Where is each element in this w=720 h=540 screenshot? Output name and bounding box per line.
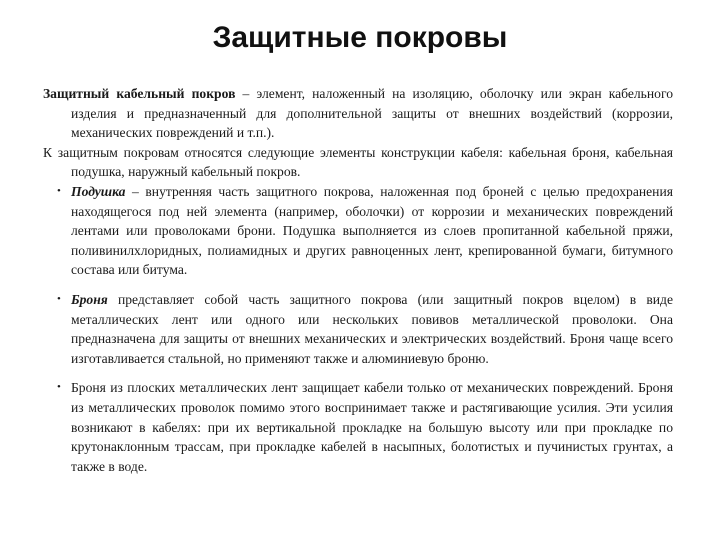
slide-body [43,84,673,476]
elements-paragraph [43,143,673,182]
armor-term: Броня [71,291,108,307]
definition-term: Защитный кабельный покров [43,86,236,101]
bullet-icon: • [57,292,61,305]
bullet-item-armor [43,290,673,368]
bullet-icon: • [57,381,61,394]
elements-text: К защитным покровам относятся следующие элементы конструкции кабеля: кабельная броня, кабельная подушка, наружный кабельный покров. [43,144,673,180]
bullet-item-cushion [43,182,673,280]
bullet-icon: • [57,184,61,197]
armor-text: представляет собой часть защитного покрова (или защитный покров вцелом) в виде металлических лент или одного или нескольких повивов металлической проволоки. Она предназначена для защиты от внешних механических и электрических воздействий. Броня чаще всего изготавливается стальной, но применяют также и алюминиевую броню. [71,291,673,366]
definition-text: – элемент, наложенный на изоляцию, оболочку или экран кабельного изделия и предназначенный для дополнительной защиты от внешних воздействий (коррозии, механических повреждений и т.п.). [71,86,673,141]
armor-types-text: Броня из плоских металлических лент защищает кабели только от механических повреждений. Броня из металлических проволок помимо этого воспринимает также и растягивающие усилия. Эти усилия возникают в кабелях: при их вертикальной прокладке на большую высоту или при прокладке по крутонаклонным трассам, при прокладке кабелей в насыпных, болотистых и пучинистых грунтах, а также в воде. [71,380,673,474]
bullet-item-armor-types [43,378,673,476]
slide-title: Защитные покровы [212,21,508,54]
definition-paragraph [43,84,673,143]
cushion-term: Подушка [71,183,126,199]
cushion-text: – внутренняя часть защитного покрова, наложенная под броней с целью предохранения находящегося под ней элемента (например, оболочки) от коррозии и механических повреждений лентами или проволоками брони. Подушка выполняется из слоев пропитанной кабельной пряжи, поливинилхлоридных, полиамидных и других равноценных лент, крепированной бумаги, битумного состава или битума. [71,183,673,278]
